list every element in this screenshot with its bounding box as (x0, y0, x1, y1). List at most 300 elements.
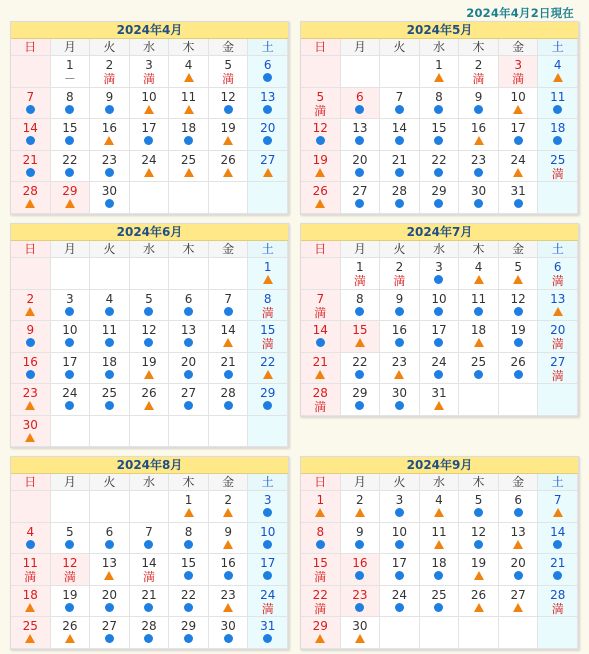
day-cell[interactable] (301, 290, 341, 322)
day-cell[interactable] (499, 586, 539, 618)
circle-icon (105, 370, 114, 379)
day-number: 9 (105, 89, 114, 104)
few-left-triangle-icon (301, 507, 340, 521)
day-cell[interactable] (538, 290, 578, 322)
day-cell[interactable] (538, 258, 578, 290)
day-cell[interactable] (301, 88, 341, 120)
day-cell[interactable] (341, 523, 381, 555)
day-number: 23 (391, 354, 408, 369)
few-left-triangle-icon (11, 306, 50, 320)
available-circle-icon (499, 570, 538, 584)
day-cell[interactable] (11, 119, 51, 151)
day-cell[interactable] (209, 586, 249, 618)
day-cell[interactable] (130, 617, 170, 649)
available-circle-icon (499, 507, 538, 521)
day-cell[interactable] (341, 151, 381, 183)
day-number: 13 (550, 291, 566, 306)
day-cell[interactable] (209, 384, 249, 416)
day-cell[interactable] (130, 151, 170, 183)
circle-icon (65, 603, 74, 612)
day-cell[interactable] (499, 56, 539, 88)
day-cell[interactable] (459, 119, 499, 151)
day-cell[interactable] (341, 88, 381, 120)
empty-day-cell (459, 384, 499, 416)
day-cell[interactable] (51, 384, 91, 416)
day-cell[interactable] (301, 586, 341, 618)
day-cell[interactable] (90, 182, 130, 214)
day-number: 19 (141, 354, 157, 369)
day-cell[interactable] (51, 56, 91, 88)
day-cell[interactable] (209, 321, 249, 353)
day-cell[interactable] (499, 88, 539, 120)
day-cell[interactable] (11, 554, 51, 586)
few-left-triangle-icon (538, 306, 577, 320)
circle-icon (263, 508, 272, 517)
day-cell[interactable] (538, 523, 578, 555)
day-number: 31 (510, 184, 526, 198)
day-number: 8 (316, 524, 325, 539)
empty-day-cell (169, 416, 209, 448)
empty-day-cell (301, 56, 341, 88)
day-cell[interactable] (248, 88, 288, 120)
available-circle-icon (51, 337, 90, 351)
day-cell[interactable] (130, 290, 170, 322)
circle-icon (514, 307, 523, 316)
empty-day-cell (248, 416, 288, 448)
day-cell[interactable] (90, 617, 130, 649)
day-cell[interactable] (301, 554, 341, 586)
circle-icon (395, 508, 404, 517)
day-cell[interactable] (420, 384, 460, 416)
day-cell[interactable] (11, 151, 51, 183)
few-left-triangle-icon (248, 369, 287, 383)
day-cell[interactable] (380, 258, 420, 290)
day-cell[interactable] (459, 88, 499, 120)
triangle-icon (184, 168, 194, 177)
day-cell[interactable] (51, 182, 91, 214)
day-cell[interactable] (90, 321, 130, 353)
day-cell[interactable] (380, 290, 420, 322)
day-number: 2 (474, 58, 483, 72)
day-cell[interactable] (130, 119, 170, 151)
day-cell[interactable] (90, 554, 130, 586)
available-circle-icon (420, 167, 459, 181)
weekday-header: 月 (51, 474, 91, 491)
day-cell[interactable] (341, 182, 381, 214)
day-cell[interactable] (130, 586, 170, 618)
day-cell[interactable] (459, 523, 499, 555)
day-number: 6 (514, 493, 522, 507)
calendar-month (300, 21, 579, 215)
day-cell[interactable] (209, 554, 249, 586)
day-cell[interactable] (209, 523, 249, 555)
day-cell[interactable] (341, 384, 381, 416)
day-cell[interactable] (538, 321, 578, 353)
day-cell[interactable] (420, 554, 460, 586)
day-cell[interactable] (380, 182, 420, 214)
day-cell[interactable] (51, 353, 91, 385)
day-cell[interactable] (90, 151, 130, 183)
day-cell[interactable] (499, 321, 539, 353)
available-circle-icon (420, 104, 459, 118)
weekday-header: 金 (499, 39, 539, 56)
day-cell[interactable] (420, 182, 460, 214)
day-cell[interactable] (130, 523, 170, 555)
circle-icon (514, 136, 523, 145)
day-cell[interactable] (301, 384, 341, 416)
available-circle-icon (420, 274, 459, 288)
day-number: 8 (66, 89, 74, 104)
day-cell[interactable] (169, 321, 209, 353)
day-cell[interactable] (538, 586, 578, 618)
day-cell[interactable] (90, 586, 130, 618)
day-cell[interactable] (169, 491, 209, 523)
empty-day-cell (11, 56, 51, 88)
day-cell[interactable] (209, 290, 249, 322)
day-cell[interactable] (11, 586, 51, 618)
day-cell[interactable] (51, 523, 91, 555)
available-circle-icon (499, 198, 538, 212)
day-cell[interactable] (130, 554, 170, 586)
triangle-icon (25, 634, 35, 643)
day-cell[interactable] (209, 491, 249, 523)
day-cell[interactable] (90, 290, 130, 322)
day-cell[interactable] (90, 88, 130, 120)
day-cell[interactable] (130, 353, 170, 385)
day-cell[interactable] (209, 353, 249, 385)
day-cell[interactable] (248, 491, 288, 523)
day-cell[interactable] (248, 384, 288, 416)
day-cell[interactable] (341, 119, 381, 151)
available-circle-icon (420, 337, 459, 351)
day-cell[interactable] (459, 321, 499, 353)
day-cell[interactable] (11, 88, 51, 120)
day-cell[interactable] (11, 182, 51, 214)
day-cell[interactable] (499, 119, 539, 151)
day-cell[interactable] (169, 151, 209, 183)
day-number: 16 (22, 354, 38, 369)
calendar-month (10, 223, 289, 448)
few-left-triangle-icon (301, 198, 340, 212)
day-cell[interactable] (248, 353, 288, 385)
circle-icon (65, 540, 74, 549)
day-cell[interactable] (248, 617, 288, 649)
day-cell[interactable] (248, 151, 288, 183)
available-circle-icon (169, 369, 208, 383)
day-cell[interactable] (11, 290, 51, 322)
day-cell[interactable] (11, 617, 51, 649)
day-cell[interactable] (51, 151, 91, 183)
day-cell[interactable] (420, 586, 460, 618)
day-number: 22 (352, 354, 368, 369)
day-cell[interactable] (499, 151, 539, 183)
circle-icon (514, 508, 523, 517)
circle-icon (26, 338, 35, 347)
day-cell[interactable] (248, 290, 288, 322)
day-cell[interactable] (248, 586, 288, 618)
day-cell[interactable] (248, 119, 288, 151)
day-cell[interactable] (11, 321, 51, 353)
available-circle-icon (209, 400, 248, 414)
day-cell[interactable] (301, 119, 341, 151)
day-cell[interactable] (499, 491, 539, 523)
weekday-header: 金 (499, 241, 539, 258)
day-cell[interactable] (11, 416, 51, 448)
day-cell[interactable] (90, 523, 130, 555)
circle-icon (144, 540, 153, 549)
day-cell[interactable] (11, 384, 51, 416)
day-cell[interactable] (380, 151, 420, 183)
circle-icon (184, 634, 193, 643)
day-cell[interactable] (11, 353, 51, 385)
day-cell[interactable] (341, 554, 381, 586)
day-cell[interactable] (380, 321, 420, 353)
day-cell[interactable] (380, 491, 420, 523)
available-circle-icon (380, 507, 419, 521)
triangle-icon (223, 603, 233, 612)
day-cell[interactable] (248, 523, 288, 555)
day-number: 1 (184, 493, 193, 507)
day-cell[interactable] (459, 56, 499, 88)
day-cell[interactable] (380, 384, 420, 416)
available-circle-icon (380, 167, 419, 181)
day-cell[interactable] (499, 554, 539, 586)
day-cell[interactable] (248, 258, 288, 290)
day-cell[interactable] (341, 290, 381, 322)
triangle-icon (315, 370, 325, 379)
available-circle-icon (499, 369, 538, 383)
available-circle-icon (499, 337, 538, 351)
day-cell[interactable] (51, 554, 91, 586)
few-left-triangle-icon (51, 633, 90, 647)
few-left-triangle-icon (130, 369, 169, 383)
day-cell[interactable] (51, 586, 91, 618)
day-cell[interactable] (538, 119, 578, 151)
day-cell[interactable] (459, 491, 499, 523)
day-cell[interactable] (380, 523, 420, 555)
day-cell[interactable] (90, 119, 130, 151)
day-cell[interactable] (90, 56, 130, 88)
day-cell[interactable] (169, 523, 209, 555)
day-cell[interactable] (459, 353, 499, 385)
triangle-icon (553, 307, 563, 316)
available-circle-icon (130, 135, 169, 149)
day-cell[interactable] (248, 321, 288, 353)
few-left-triangle-icon (459, 602, 498, 616)
day-cell[interactable] (341, 491, 381, 523)
day-cell[interactable] (380, 554, 420, 586)
day-cell[interactable] (130, 321, 170, 353)
day-cell[interactable] (420, 321, 460, 353)
available-circle-icon (380, 135, 419, 149)
few-left-triangle-icon (341, 507, 380, 521)
day-cell[interactable] (459, 182, 499, 214)
day-cell[interactable] (301, 523, 341, 555)
day-cell[interactable] (169, 586, 209, 618)
day-cell[interactable] (499, 182, 539, 214)
available-circle-icon (341, 198, 380, 212)
day-cell[interactable] (169, 384, 209, 416)
day-cell[interactable] (11, 523, 51, 555)
day-cell[interactable] (459, 586, 499, 618)
day-number: 25 (101, 386, 118, 400)
day-cell[interactable] (380, 353, 420, 385)
triangle-icon (315, 508, 325, 517)
day-cell[interactable] (459, 290, 499, 322)
weekday-header: 水 (420, 474, 460, 491)
available-circle-icon (380, 104, 419, 118)
day-number: 5 (145, 291, 153, 306)
day-cell[interactable] (499, 353, 539, 385)
day-cell[interactable] (51, 617, 91, 649)
day-cell[interactable] (130, 384, 170, 416)
day-number: 20 (352, 152, 368, 167)
day-cell[interactable] (301, 491, 341, 523)
triangle-icon (263, 370, 273, 379)
day-cell[interactable] (420, 258, 460, 290)
day-number: 14 (141, 556, 157, 570)
circle-icon (184, 571, 193, 580)
circle-icon (65, 105, 74, 114)
day-number: 16 (470, 121, 487, 135)
few-left-triangle-icon (459, 274, 498, 288)
day-cell[interactable] (341, 353, 381, 385)
available-circle-icon (538, 539, 577, 553)
day-cell[interactable] (341, 617, 381, 649)
day-cell[interactable] (90, 353, 130, 385)
full-status: 満 (261, 337, 274, 351)
day-cell[interactable] (420, 88, 460, 120)
day-number: 22 (62, 152, 78, 167)
available-circle-icon (130, 306, 169, 320)
day-cell[interactable] (499, 258, 539, 290)
day-cell[interactable] (538, 554, 578, 586)
circle-icon (263, 571, 272, 580)
few-left-triangle-icon (209, 507, 248, 521)
day-cell[interactable] (420, 290, 460, 322)
circle-icon (144, 603, 153, 612)
day-number: 10 (141, 89, 157, 104)
weekday-header: 土 (248, 474, 288, 491)
day-cell[interactable] (301, 151, 341, 183)
day-cell[interactable] (51, 119, 91, 151)
day-cell[interactable] (420, 56, 460, 88)
day-cell[interactable] (538, 491, 578, 523)
day-number: 5 (514, 260, 522, 274)
full-status: 満 (472, 72, 485, 86)
empty-day-cell (11, 491, 51, 523)
day-cell[interactable] (538, 151, 578, 183)
day-cell[interactable] (169, 56, 209, 88)
day-cell[interactable] (130, 88, 170, 120)
day-cell[interactable] (420, 523, 460, 555)
day-cell[interactable] (51, 88, 91, 120)
day-cell[interactable] (169, 554, 209, 586)
day-cell[interactable] (420, 491, 460, 523)
day-cell[interactable] (169, 290, 209, 322)
day-cell[interactable] (341, 586, 381, 618)
available-circle-icon (169, 400, 208, 414)
available-circle-icon (90, 369, 129, 383)
day-cell[interactable] (209, 119, 249, 151)
day-cell[interactable] (169, 88, 209, 120)
day-number: 3 (435, 260, 443, 274)
day-cell[interactable] (209, 88, 249, 120)
circle-icon (434, 370, 443, 379)
day-cell[interactable] (51, 290, 91, 322)
day-number: 12 (141, 323, 157, 337)
day-cell[interactable] (380, 88, 420, 120)
day-cell[interactable] (380, 586, 420, 618)
triangle-icon (474, 603, 484, 612)
triangle-icon (25, 199, 35, 208)
day-cell[interactable] (301, 353, 341, 385)
day-cell[interactable] (538, 88, 578, 120)
day-cell[interactable] (169, 119, 209, 151)
day-cell[interactable] (169, 617, 209, 649)
available-circle-icon (380, 337, 419, 351)
day-cell[interactable] (130, 56, 170, 88)
day-cell[interactable] (380, 119, 420, 151)
day-cell[interactable] (341, 258, 381, 290)
day-cell[interactable] (209, 617, 249, 649)
day-cell[interactable] (248, 554, 288, 586)
day-cell[interactable] (459, 258, 499, 290)
available-circle-icon (248, 570, 287, 584)
day-number: 25 (431, 587, 447, 602)
day-cell[interactable] (301, 321, 341, 353)
day-cell[interactable] (209, 151, 249, 183)
day-cell[interactable] (499, 290, 539, 322)
day-cell[interactable] (248, 56, 288, 88)
day-cell[interactable] (209, 56, 249, 88)
day-number: 3 (145, 58, 153, 72)
day-number: 22 (431, 152, 447, 167)
available-circle-icon (341, 369, 380, 383)
day-cell[interactable] (420, 119, 460, 151)
triangle-icon (104, 571, 114, 580)
triangle-icon (25, 307, 35, 316)
weekday-header: 火 (380, 474, 420, 491)
month-grid (301, 241, 578, 416)
day-cell[interactable] (499, 523, 539, 555)
day-cell[interactable] (538, 56, 578, 88)
available-circle-icon (248, 72, 287, 86)
day-cell[interactable] (420, 353, 460, 385)
day-cell[interactable] (301, 182, 341, 214)
day-cell[interactable] (459, 554, 499, 586)
circle-icon (553, 571, 562, 580)
day-cell[interactable] (420, 151, 460, 183)
day-number: 16 (101, 121, 118, 135)
circle-icon (65, 136, 74, 145)
day-cell[interactable] (169, 353, 209, 385)
day-number: 18 (22, 587, 38, 602)
day-cell[interactable] (341, 321, 381, 353)
day-cell[interactable] (301, 617, 341, 649)
day-number: 4 (435, 493, 443, 507)
day-number: 10 (260, 524, 276, 539)
circle-icon (474, 307, 483, 316)
empty-day-cell (90, 416, 130, 448)
day-cell[interactable] (90, 384, 130, 416)
day-cell[interactable] (459, 151, 499, 183)
day-number: 14 (220, 323, 236, 337)
day-cell[interactable] (51, 321, 91, 353)
triangle-icon (65, 634, 75, 643)
day-cell[interactable] (538, 353, 578, 385)
few-left-triangle-icon (459, 337, 498, 351)
